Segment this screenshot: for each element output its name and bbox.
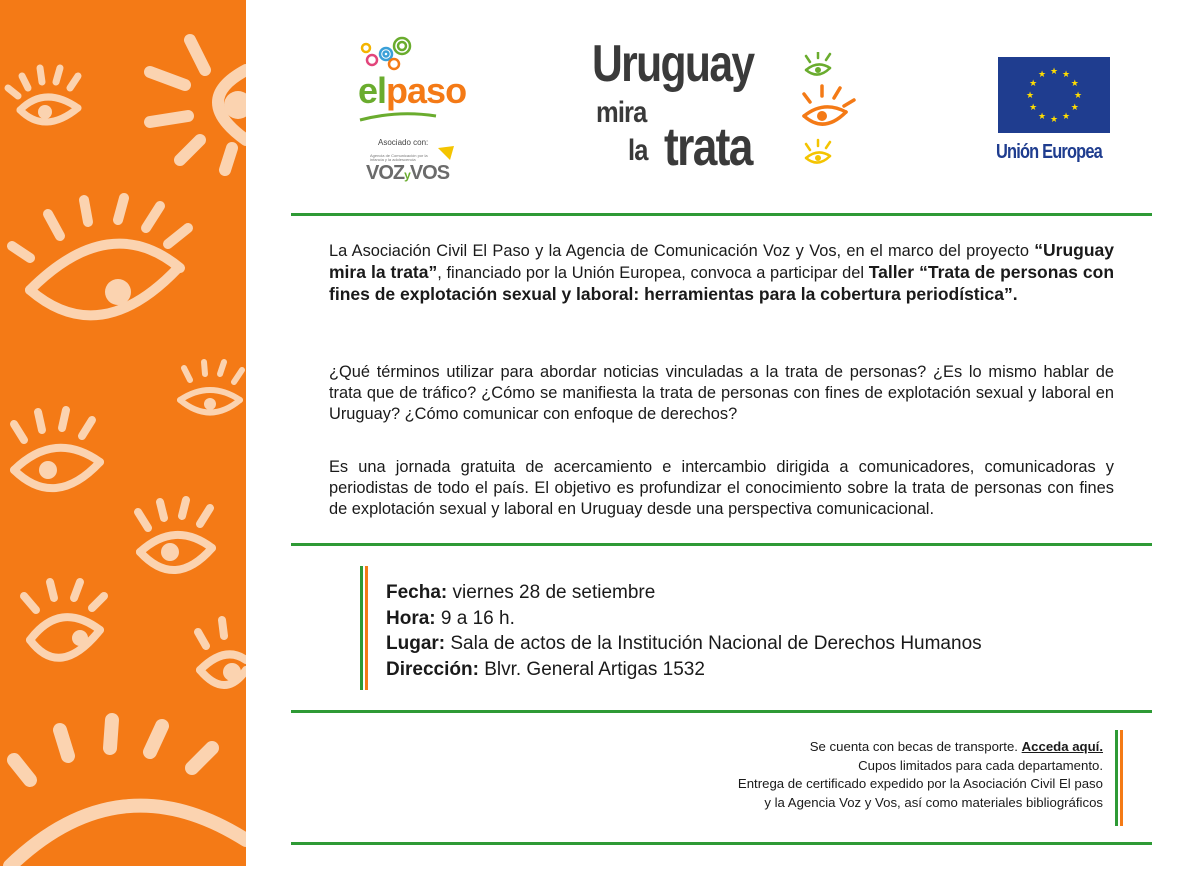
intro-text-2: , financiado por la Unión Europea, convoca a participar del [437,264,869,282]
detail-place [386,631,982,657]
details-bar-orange [365,566,368,690]
detail-address-value: Blvr. General Artigas 1532 [478,658,705,680]
elpaso-el: el [358,70,387,111]
questions-paragraph: ¿Qué términos utilizar para abordar noticias vinculadas a la trata de personas? ¿Es lo mismo hablar de trata que de tráfico? ¿Cómo se manifiesta la trata de personas con fines de explotación sexual y laboral en Uruguay? ¿Cómo comunicar con enfoque de derechos? [329,363,1114,423]
campaign-logo-trata: trata [664,117,752,177]
footer-line-4: y la Agencia Voz y Vos, así como materiales bibliográficos [764,794,1103,810]
eu-star: ★ [1049,66,1059,76]
vozyvos-logo [366,162,449,185]
speech-bubble-icon [436,144,456,164]
detail-time-value: 9 a 16 h. [435,607,515,629]
detail-date [386,580,982,606]
elpaso-logo [352,34,477,194]
footer-bar-green [1115,730,1118,826]
campaign-logo [590,35,850,178]
decorative-side-panel [0,0,246,866]
eu-star: ★ [1061,69,1071,80]
detail-place-label: Lugar: [386,633,446,654]
eu-star: ★ [1070,78,1079,88]
spiral-icon [358,34,418,74]
intro-paragraph [329,240,1114,306]
details-bar-green [360,566,363,690]
transport-text: Se cuenta con becas de transporte. [809,739,1022,754]
vozyvos-vos: VOS [409,162,450,184]
elpaso-paso: paso [386,70,467,111]
vozyvos-voz: VOZ [366,162,405,184]
vozyvos-subtitle: Agencia de Comunicación por la infancia y la adolescencia [370,153,428,163]
campaign-logo-line1: Uruguay [592,35,754,93]
eu-star: ★ [1029,78,1038,88]
eu-label: Unión Europea [996,141,1102,163]
eyes-icon [800,52,860,172]
eye-sun-pattern [0,0,246,866]
detail-place-value: Sala de actos de la Institución Nacional de Derechos Humanos [445,633,982,654]
divider-lower [291,710,1152,713]
detail-address-label: Dirección: [386,658,479,680]
detail-address [386,657,982,683]
workshop-title: Taller “Trata de personas con fines de explotación sexual y laboral: herramientas para la cobertura periodística”. [329,262,1115,304]
footer-line-2: Cupos limitados para cada departamento. [858,757,1103,773]
project-name: “Uruguay mira la trata” [329,240,1114,282]
eu-star: ★ [1070,102,1079,112]
description-paragraph: Es una jornada gratuita de acercamiento e intercambio dirigida a comunicadores, comunicadoras y periodistas de todo el país. El objetivo es profundizar el conocimiento sobre la trata de personas con fines de explotación sexual y laboral en Uruguay desde una perspectiva comunicacional. [329,458,1114,518]
eu-star: ★ [1037,69,1047,80]
footer-notes [738,738,1103,812]
elpaso-wordmark [358,70,466,112]
associated-label: Asociado con: [378,138,429,147]
eu-star: ★ [1073,90,1083,100]
vozyvos-y: y [404,168,410,182]
detail-time-label: Hora: [386,607,436,629]
eu-star: ★ [1029,102,1038,112]
eu-flag [998,57,1110,133]
eu-star: ★ [1049,114,1059,124]
eu-star: ★ [1061,110,1071,121]
detail-time [386,606,982,632]
detail-date-label: Fecha: [386,582,448,603]
eu-logo [996,57,1111,167]
access-link[interactable]: Acceda aquí. [1021,739,1103,754]
campaign-logo-mira: mira [596,96,647,129]
swoosh-icon [358,110,438,124]
eu-stars-icon [998,57,1110,133]
event-details [386,580,982,682]
divider-middle [291,543,1152,546]
eu-star: ★ [1037,110,1047,121]
intro-text-1: La Asociación Civil El Paso y la Agencia de Comunicación Voz y Vos, en el marco del proyecto [329,242,1035,260]
footer-bar-orange [1120,730,1123,826]
footer-line-3: Entrega de certificado expedido por la Asociación Civil El paso [737,776,1103,791]
divider-top [291,213,1152,216]
divider-bottom [291,842,1152,845]
detail-date-value: viernes 28 de setiembre [447,582,656,603]
campaign-logo-la: la [628,134,648,167]
eu-star: ★ [1025,90,1035,100]
footer-line-1 [738,738,1103,757]
